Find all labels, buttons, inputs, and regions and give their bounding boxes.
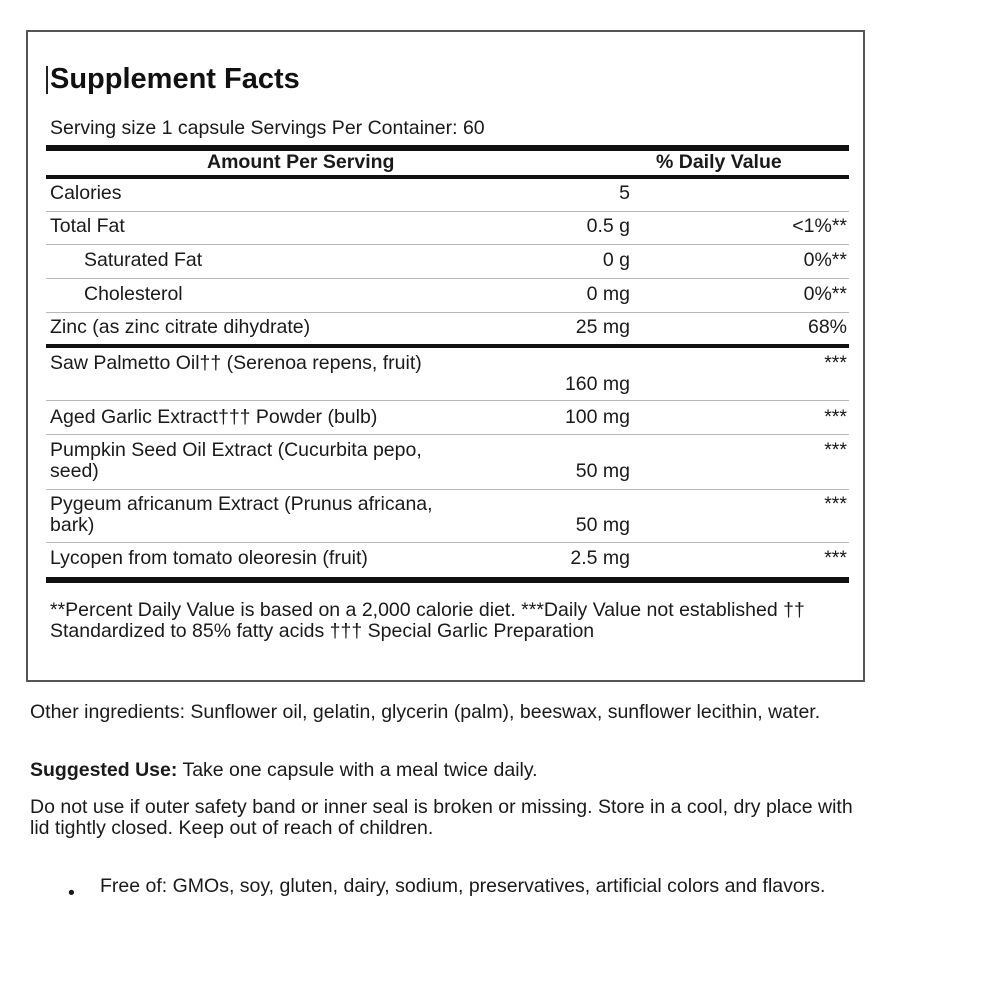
- row-saturated-fat-amount: 0 g: [602, 249, 630, 271]
- row-pygeum-amount: 50 mg: [575, 514, 630, 536]
- row-lycopen-name: Lycopen from tomato oleoresin (fruit): [50, 547, 368, 569]
- row-cholesterol-amount: 0 mg: [586, 283, 630, 305]
- row-aged-garlic-amount: 100 mg: [564, 406, 630, 428]
- row-zinc-amount: 25 mg: [575, 316, 630, 338]
- panel-title: Supplement Facts: [50, 63, 300, 95]
- row-lycopen-dv: ***: [824, 547, 847, 569]
- header-amount-per-serving: Amount Per Serving: [207, 151, 395, 173]
- bullet-dot-icon: •: [68, 882, 75, 904]
- serving-info: Serving size 1 capsule Servings Per Container: 60: [50, 117, 485, 139]
- row-lycopen-amount: 2.5 mg: [570, 547, 630, 569]
- row-divider: [46, 312, 849, 313]
- suggested-use-label: Suggested Use:: [30, 759, 178, 781]
- row-divider: [46, 542, 849, 543]
- row-divider: [46, 278, 849, 279]
- row-aged-garlic-dv: ***: [824, 406, 847, 428]
- suggested-use-text: Take one capsule with a meal twice daily.: [177, 759, 538, 781]
- thick-rule-mid: [46, 344, 849, 348]
- row-pumpkin-seed-name-line2: seed): [50, 460, 99, 482]
- row-divider: [46, 434, 849, 435]
- row-cholesterol-dv: 0%**: [803, 283, 847, 305]
- thick-rule-header: [46, 175, 849, 179]
- panel-footnote: **Percent Daily Value is based on a 2,000 calorie diet. ***Daily Value not established †† Standardized to 85% fatty acids ††† Special Garlic Preparation: [50, 599, 805, 642]
- row-pumpkin-seed-dv: ***: [824, 439, 847, 461]
- bullet-item: Free of: GMOs, soy, gluten, dairy, sodium, preservatives, artificial colors and flavors.: [100, 875, 826, 897]
- row-zinc-dv: 68%: [807, 316, 847, 338]
- row-divider: [46, 211, 849, 212]
- storage-warning: Do not use if outer safety band or inner seal is broken or missing. Store in a cool, dry place with lid tightly closed. Keep out of reach of children.: [30, 796, 853, 839]
- row-divider: [46, 244, 849, 245]
- suggested-use: [30, 760, 880, 781]
- row-pygeum-name-line2: bark): [50, 514, 95, 536]
- row-calories-name: Calories: [50, 182, 122, 204]
- row-total-fat-dv: <1%**: [792, 215, 847, 237]
- row-saw-palmetto-amount: 160 mg: [564, 373, 630, 395]
- row-saturated-fat-dv: 0%**: [803, 249, 847, 271]
- text-cursor: [46, 66, 48, 94]
- row-zinc-name: Zinc (as zinc citrate dihydrate): [50, 316, 311, 338]
- row-divider: [46, 400, 849, 401]
- row-total-fat-name: Total Fat: [50, 215, 125, 237]
- row-total-fat-amount: 0.5 g: [586, 215, 630, 237]
- row-aged-garlic-name: Aged Garlic Extract††† Powder (bulb): [50, 406, 378, 428]
- row-pygeum-dv: ***: [824, 493, 847, 515]
- thick-rule-bottom: [46, 577, 849, 583]
- row-pygeum-name: Pygeum africanum Extract (Prunus africana,: [50, 493, 433, 515]
- row-saw-palmetto-name: Saw Palmetto Oil†† (Serenoa repens, fruit): [50, 352, 422, 374]
- row-divider: [46, 489, 849, 490]
- row-pumpkin-seed-amount: 50 mg: [575, 460, 630, 482]
- row-saw-palmetto-dv: ***: [824, 352, 847, 374]
- row-saturated-fat-name: Saturated Fat: [84, 249, 203, 271]
- header-daily-value: % Daily Value: [656, 151, 782, 173]
- row-calories-amount: 5: [619, 182, 630, 204]
- row-cholesterol-name: Cholesterol: [84, 283, 183, 305]
- other-ingredients: Other ingredients: Sunflower oil, gelatin, glycerin (palm), beeswax, sunflower lecithin, water.: [30, 701, 821, 723]
- row-pumpkin-seed-name: Pumpkin Seed Oil Extract (Cucurbita pepo,: [50, 439, 422, 461]
